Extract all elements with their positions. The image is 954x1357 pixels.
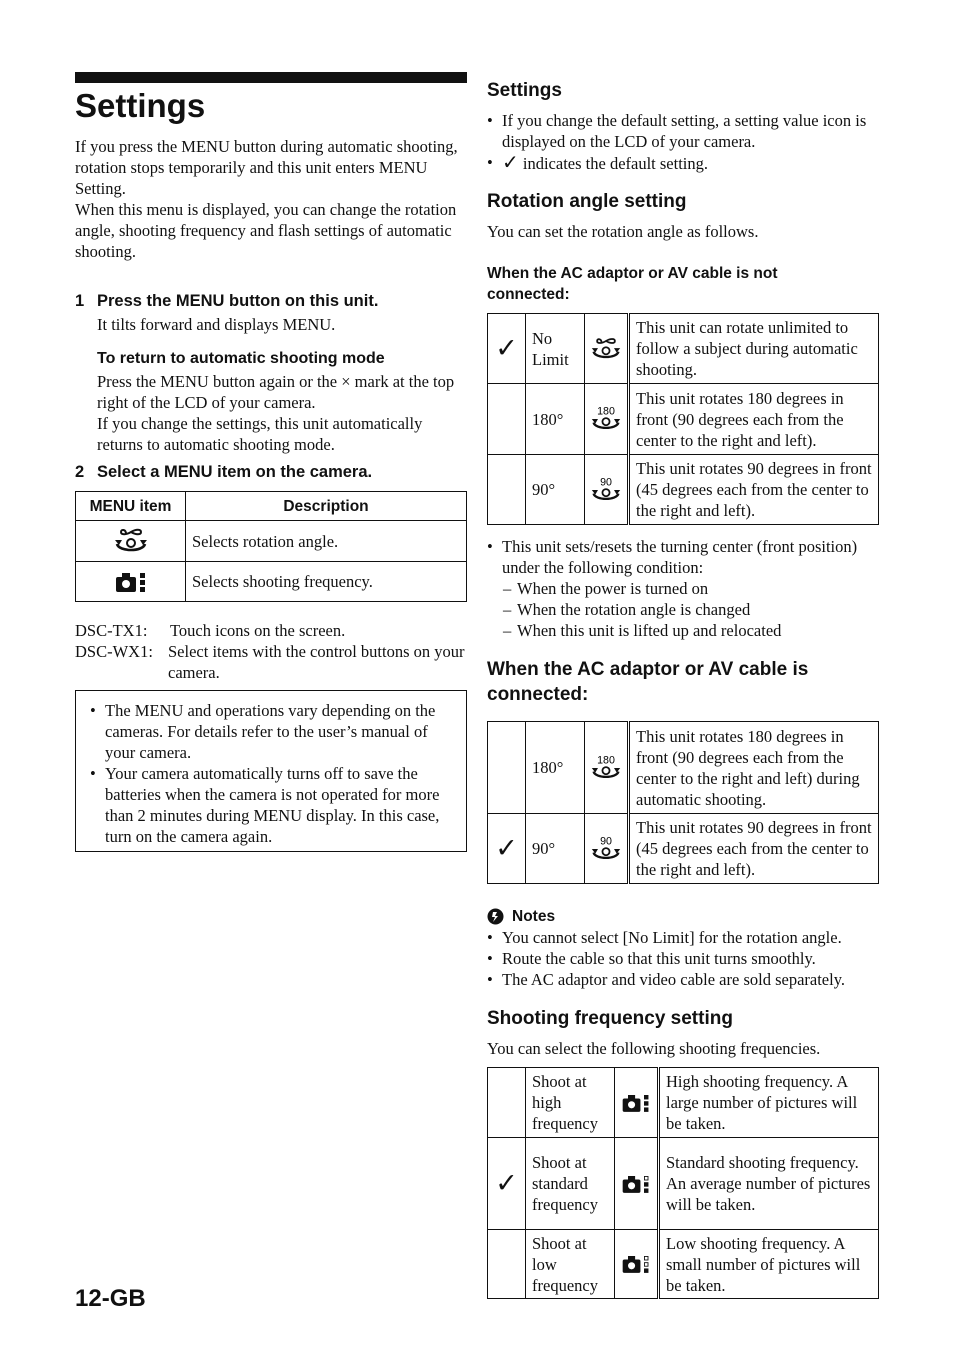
notes-header (487, 906, 887, 927)
option-description: This unit rotates 180 degrees in front (90 degrees each from the center to the right and left). (629, 384, 879, 455)
model-row (75, 620, 467, 641)
instruction-paragraph: If you change the settings, this unit automatically returns to automatic shooting mode. (97, 414, 423, 454)
column-header: Description (186, 492, 467, 521)
step-title: Press the MENU button on this unit. (97, 292, 379, 310)
intro (75, 136, 467, 262)
notes-section (487, 906, 887, 990)
icon-label: 180 (597, 754, 615, 767)
list-item: • If you change the default setting, a setting value icon is displayed on the LCD of your camera. (487, 110, 879, 152)
title-rule (75, 72, 467, 83)
empty-check-cell (488, 1068, 526, 1138)
page-number: 12-GB (75, 1285, 146, 1312)
rotation-unlimited-icon (585, 314, 629, 384)
option-label: Shoot at low frequency (526, 1230, 615, 1299)
menu-table (75, 491, 467, 602)
section-heading: Rotation angle setting (487, 191, 687, 212)
step-number: 2 (75, 463, 85, 481)
subsection-heading: When the AC adaptor or AV cable is not connected: (487, 265, 778, 303)
check-icon: ✓ (502, 150, 519, 174)
empty-check-cell (488, 384, 526, 455)
model-text: Select items with the control buttons on your camera. (168, 642, 465, 682)
table-row (488, 722, 879, 814)
option-description: Low shooting frequency. A small number of pictures will be taken. (659, 1230, 879, 1299)
intro-paragraph: If you press the MENU button during automatic shooting, rotation stops temporarily and this unit enters MENU Setting. (75, 137, 458, 198)
model-name: DSC-TX1: (75, 621, 148, 640)
step-text: It tilts forward and displays MENU. (97, 315, 336, 334)
rotation-unlimited-icon (76, 521, 186, 562)
model-row (75, 641, 467, 683)
instruction-paragraph: Press the MENU button again or the × mark at the top right of the LCD of your camera. (97, 372, 455, 412)
icon-label: 90 (600, 835, 612, 848)
rotation-table (487, 313, 879, 525)
list-item (487, 152, 879, 174)
page-title: Settings (75, 87, 206, 124)
default-check-icon: ✓ (488, 1138, 526, 1230)
option-description: This unit rotates 180 degrees in front (90 degrees each from the center to the right and left) during automatic shooting. (629, 722, 879, 814)
notes-title: Notes (512, 908, 556, 925)
subheading: To return to automatic shooting mode (97, 350, 385, 367)
model-text: Touch icons on the screen. (170, 621, 346, 640)
reset-info (487, 536, 879, 641)
list-item: – When the rotation angle is changed (503, 599, 879, 620)
option-label: No Limit (526, 314, 585, 384)
rotation-180-icon (585, 384, 629, 455)
rotation-180-icon (585, 722, 629, 814)
section-intro: You can select the following shooting frequencies. (487, 1039, 821, 1058)
frequency-table (487, 1067, 879, 1299)
option-label: 90° (526, 814, 585, 884)
table-row (76, 521, 467, 562)
table-cell: Selects shooting frequency. (186, 562, 467, 602)
table-row (488, 455, 879, 525)
section-heading: Shooting frequency setting (487, 1008, 733, 1029)
table-row (76, 562, 467, 602)
option-description: Standard shooting frequency. An average number of pictures will be taken. (659, 1138, 879, 1230)
table-row (488, 814, 879, 884)
option-description: This unit rotates 90 degrees in front (45 degrees each from the center to the right and left). (629, 814, 879, 884)
intro-paragraph: When this menu is displayed, you can change the rotation angle, shooting frequency and flash settings of automatic shooting. (75, 200, 457, 261)
option-description: High shooting frequency. A large number of pictures will be taken. (659, 1068, 879, 1138)
option-label: 180° (526, 722, 585, 814)
return-instructions (97, 371, 463, 455)
list-item: – When the power is turned on (503, 578, 879, 599)
column-header: MENU item (76, 492, 186, 521)
table-row (488, 384, 879, 455)
empty-check-cell (488, 722, 526, 814)
step-number: 1 (75, 292, 85, 310)
default-check-icon: ✓ (488, 314, 526, 384)
option-description: This unit rotates 90 degrees in front (45 degrees each from the center to the right and left). (629, 455, 879, 525)
empty-check-cell (488, 455, 526, 525)
option-label: Shoot at high frequency (526, 1068, 615, 1138)
list-item: • The AC adaptor and video cable are sold separately. (487, 969, 887, 990)
list-item: • Your camera automatically turns off to save the batteries when the camera is not operated for more than 2 minutes during MENU display. In this case, turn on the camera again. (90, 763, 454, 847)
section-intro: You can set the rotation angle as follows. (487, 222, 759, 241)
step-title: Select a MENU item on the camera. (97, 463, 373, 481)
section-heading: When the AC adaptor or AV cable is connected: (487, 659, 809, 705)
rotation-90-icon (585, 455, 629, 525)
list-item: • You cannot select [No Limit] for the rotation angle. (487, 927, 887, 948)
table-row (488, 314, 879, 384)
shooting-frequency-standard-icon (615, 1138, 659, 1230)
section-heading: Settings (487, 80, 562, 101)
table-row (488, 1138, 879, 1230)
empty-check-cell (488, 1230, 526, 1299)
list-item: • This unit sets/resets the turning center (front position) under the following condition: (487, 536, 879, 578)
option-label: Shoot at standard frequency (526, 1138, 615, 1230)
shooting-frequency-low-icon (615, 1230, 659, 1299)
list-item-text: indicates the default setting. (522, 154, 708, 173)
icon-label: 180 (597, 405, 615, 418)
table-cell: Selects rotation angle. (186, 521, 467, 562)
rotation-90-icon (585, 814, 629, 884)
option-label: 180° (526, 384, 585, 455)
default-check-icon: ✓ (488, 814, 526, 884)
notes-icon (487, 908, 504, 925)
list-item: • Route the cable so that this unit turns smoothly. (487, 948, 887, 969)
note-box (75, 690, 467, 852)
model-name: DSC-WX1: (75, 642, 153, 661)
shooting-frequency-high-icon (76, 562, 186, 602)
table-row (488, 1068, 879, 1138)
table-row (488, 1230, 879, 1299)
icon-label: 90 (600, 476, 612, 489)
option-description: This unit can rotate unlimited to follow a subject during automatic shooting. (629, 314, 879, 384)
option-label: 90° (526, 455, 585, 525)
list-item: • The MENU and operations vary depending on the cameras. For details refer to the user’s manual of your camera. (90, 700, 454, 763)
shooting-frequency-high-icon (615, 1068, 659, 1138)
model-instructions (75, 620, 467, 683)
connected-rotation-table (487, 721, 879, 884)
list-item: – When this unit is lifted up and relocated (503, 620, 879, 641)
settings-section (487, 79, 879, 174)
